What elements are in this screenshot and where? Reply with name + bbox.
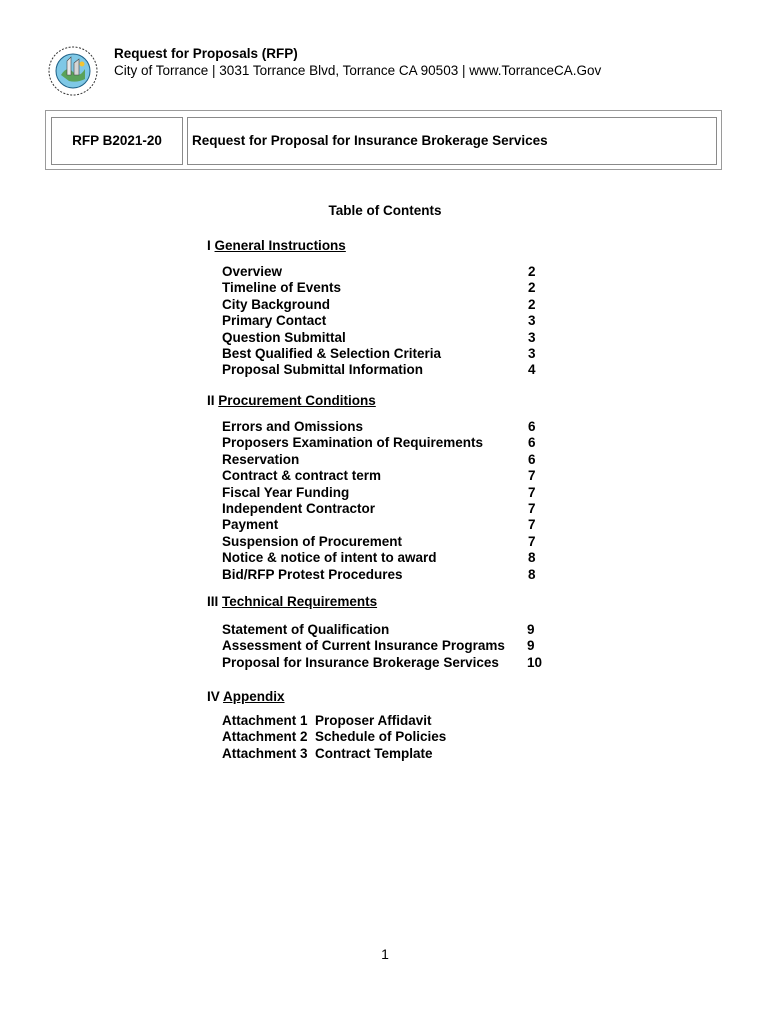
rfp-info-box [45, 110, 722, 170]
toc-item-label: Primary Contact [222, 313, 327, 329]
toc-item-list [222, 622, 543, 671]
toc-item-list [222, 264, 536, 379]
rfp-title: Request for Proposal for Insurance Brokerage Services [187, 117, 717, 165]
toc-item-page: 7 [528, 517, 536, 533]
header-title: Request for Proposals (RFP) [114, 46, 298, 61]
toc-item-page: 3 [528, 329, 536, 345]
toc-item [222, 622, 535, 638]
toc-item [222, 729, 446, 745]
toc-item-page: 7 [528, 468, 536, 484]
toc-item [222, 638, 535, 654]
toc-item-page: 3 [528, 345, 536, 361]
toc-item-label: Proposal Submittal Information [222, 362, 424, 378]
toc-item-label: Payment [222, 517, 279, 533]
toc-item-label: Contract & contract term [222, 468, 382, 484]
toc-item-label: Suspension of Procurement [222, 533, 403, 549]
toc-item-label: Overview [222, 264, 283, 279]
toc-item-page: 7 [528, 484, 536, 500]
toc-item [222, 566, 536, 583]
toc-item-page: 9 [527, 638, 535, 654]
toc-item-list [222, 419, 536, 583]
city-seal-logo [47, 45, 99, 97]
toc-section-numeral: II [207, 393, 215, 408]
toc-item-label: Statement of Qualification [222, 622, 390, 637]
toc-item-page: 6 [528, 451, 536, 467]
toc-item [222, 746, 446, 762]
toc-item [222, 713, 446, 729]
toc-item [222, 280, 536, 296]
toc-item [222, 468, 536, 484]
toc-item-page: 7 [528, 500, 536, 516]
toc-item-label: Question Submittal [222, 329, 346, 345]
page-number: 1 [381, 946, 389, 962]
toc-item-page: 6 [528, 435, 536, 451]
toc-section-title: Technical Requirements [222, 594, 378, 609]
toc-item-label: Reservation [222, 451, 300, 467]
rfp-number: RFP B2021-20 [51, 117, 183, 165]
toc-item-label: Fiscal Year Funding [222, 484, 350, 500]
toc-item-page: 10 [527, 654, 543, 670]
toc-item [222, 550, 536, 566]
toc-section-heading [207, 237, 346, 254]
toc-item [222, 484, 536, 501]
toc-item-label: Independent Contractor [222, 500, 376, 516]
toc-item-label: Notice & notice of intent to award [222, 550, 437, 566]
toc-item-label: Attachment 1 Proposer Affidavit [222, 713, 432, 728]
toc-section-title: General Instructions [214, 238, 346, 253]
toc-item [222, 264, 536, 280]
toc-item-label: Assessment of Current Insurance Programs [222, 638, 505, 654]
toc-item [222, 435, 536, 451]
toc-item [222, 345, 536, 362]
toc-item-label: Proposal for Insurance Brokerage Services [222, 654, 499, 670]
header-address: City of Torrance | 3031 Torrance Blvd, Torrance CA 90503 | www.TorranceCA.Gov [114, 63, 602, 78]
toc-section-heading [207, 593, 377, 610]
toc-item-label: City Background [222, 296, 331, 312]
toc-item [222, 296, 536, 313]
toc-item-page: 2 [528, 280, 536, 296]
toc-item [222, 313, 536, 329]
toc-item [222, 451, 536, 468]
toc-item-page: 3 [528, 313, 536, 329]
toc-item [222, 419, 536, 435]
toc-item-label: Proposers Examination of Requirements [222, 435, 484, 451]
toc-item-label: Attachment 2 Schedule of Policies [222, 729, 447, 745]
toc-item-page: 2 [528, 264, 536, 279]
toc-heading: Table of Contents [328, 203, 442, 218]
toc-item-page: 7 [528, 533, 536, 549]
toc-item-page: 2 [528, 296, 536, 312]
toc-item [222, 362, 536, 378]
toc-item [222, 517, 536, 533]
toc-section-numeral: IV [207, 689, 220, 704]
toc-section-title: Appendix [223, 689, 285, 704]
toc-item-label: Errors and Omissions [222, 419, 364, 434]
toc-item-label: Bid/RFP Protest Procedures [222, 566, 403, 582]
toc-item-label: Best Qualified & Selection Criteria [222, 345, 442, 361]
toc-item-page: 8 [528, 550, 536, 566]
document-header [114, 45, 601, 79]
toc-section-heading [207, 392, 376, 409]
toc-item [222, 654, 543, 671]
toc-section-numeral: III [207, 594, 219, 609]
toc-section-title: Procurement Conditions [218, 393, 376, 408]
toc-item-page: 4 [528, 362, 536, 378]
toc-item [222, 329, 536, 346]
toc-item [222, 533, 536, 550]
toc-item-list [222, 713, 446, 762]
toc-item-page: 8 [528, 566, 536, 582]
toc-section-heading [207, 688, 285, 705]
toc-item [222, 500, 536, 517]
toc-item-page: 6 [528, 419, 536, 434]
toc-item-label: Attachment 3 Contract Template [222, 745, 433, 761]
toc-item-label: Timeline of Events [222, 280, 342, 296]
toc-item-page: 9 [527, 622, 535, 637]
toc-section-numeral: I [207, 238, 211, 253]
